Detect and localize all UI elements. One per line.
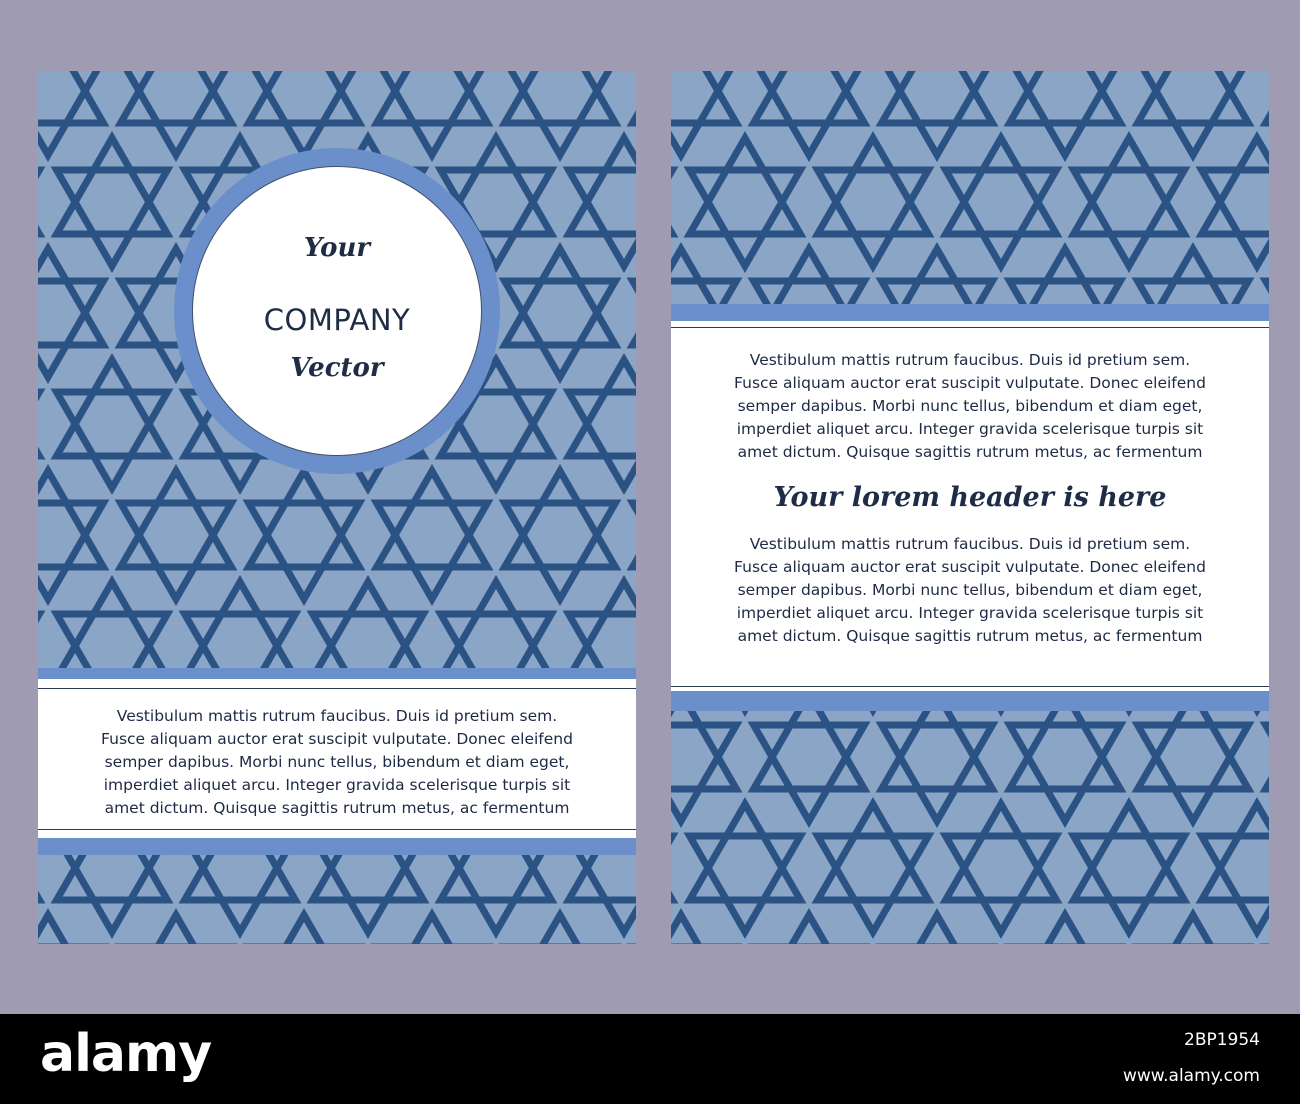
- pattern-triangle: [882, 71, 993, 155]
- pattern-triangle: [671, 170, 672, 266]
- pattern-triangle: [818, 138, 929, 234]
- paragraph-line: semper dapibus. Morbi nunc tellus, bibendum et diam eget,: [737, 581, 1203, 599]
- accent-band-top: [671, 304, 1269, 321]
- pattern-triangle: [1074, 138, 1185, 234]
- site-url: www.alamy.com: [1122, 1066, 1260, 1086]
- emblem-line-vector: Vector: [290, 353, 384, 383]
- pattern-triangle: [946, 836, 1057, 932]
- pattern-triangle: [1138, 71, 1249, 123]
- pattern-triangle: [946, 138, 1057, 234]
- pattern-triangle: [38, 582, 39, 678]
- emblem-circle: [192, 166, 482, 456]
- pattern-triangle: [38, 170, 39, 266]
- pattern-triangle: [1010, 71, 1121, 155]
- pattern-triangle: [946, 804, 1057, 900]
- pattern-triangle: [633, 281, 636, 377]
- pattern-triangle: [633, 503, 636, 599]
- pattern-triangle: [121, 71, 232, 123]
- paragraph-line: Fusce aliquam auctor erat suscipit vulputate. Donec eleifend: [734, 558, 1206, 576]
- pattern-triangle: [249, 471, 360, 567]
- divider-line: [671, 686, 1269, 687]
- pattern-triangle: [1138, 915, 1249, 944]
- pattern-triangle: [249, 71, 360, 155]
- pattern-triangle: [505, 503, 616, 599]
- emblem-line-your: Your: [303, 233, 371, 263]
- pattern-triangle: [690, 170, 801, 266]
- pattern-triangle: [671, 915, 736, 944]
- divider-line: [38, 688, 636, 689]
- pattern-triangle: [1138, 71, 1249, 155]
- pattern-triangle: [377, 71, 488, 123]
- pattern-triangle: [377, 503, 488, 599]
- divider-line: [38, 829, 636, 830]
- pattern-triangle: [690, 138, 801, 234]
- pattern-triangle: [57, 582, 168, 678]
- pattern-triangle: [249, 915, 360, 944]
- pattern-triangle: [671, 804, 672, 900]
- accent-band-top: [38, 668, 636, 679]
- paragraph-line: imperdiet aliquet arcu. Integer gravida scelerisque turpis sit: [736, 420, 1204, 438]
- paragraph-line: Vestibulum mattis rutrum faucibus. Duis id pretium sem.: [749, 351, 1191, 369]
- pattern-triangle: [1266, 71, 1269, 123]
- pattern-triangle: [505, 71, 616, 155]
- paragraph-line: imperdiet aliquet arcu. Integer gravida scelerisque turpis sit: [103, 776, 571, 794]
- pattern-triangle: [57, 138, 168, 234]
- pattern-triangle: [754, 725, 865, 821]
- paragraph-line: amet dictum. Quisque sagittis rutrum metus, ac fermentum: [737, 627, 1203, 645]
- pattern-triangle: [505, 281, 616, 377]
- pattern-triangle: [633, 71, 636, 123]
- pattern-triangle: [121, 503, 232, 599]
- paragraph-line: semper dapibus. Morbi nunc tellus, bibendum et diam eget,: [104, 753, 570, 771]
- pattern-triangle: [57, 392, 168, 488]
- pattern-triangle: [690, 836, 801, 932]
- body-paragraph: [38, 705, 636, 820]
- paragraph-line: Fusce aliquam auctor erat suscipit vulputate. Donec eleifend: [734, 374, 1206, 392]
- pattern-triangle: [818, 836, 929, 932]
- pattern-triangle: [1074, 804, 1185, 900]
- body-paragraph-2: [671, 533, 1269, 648]
- accent-band-bottom: [671, 691, 1269, 711]
- pattern-triangle: [690, 804, 801, 900]
- company-emblem: [174, 148, 500, 474]
- body-paragraph-1: [671, 349, 1269, 464]
- paragraph-line: Fusce aliquam auctor erat suscipit vulputate. Donec eleifend: [101, 730, 573, 748]
- pattern-triangle: [441, 582, 552, 678]
- pattern-triangle: [1010, 725, 1121, 821]
- pattern-triangle: [57, 360, 168, 456]
- image-id: 2BP1954: [1184, 1030, 1260, 1050]
- paragraph-line: Vestibulum mattis rutrum faucibus. Duis id pretium sem.: [749, 535, 1191, 553]
- paragraph-line: amet dictum. Quisque sagittis rutrum metus, ac fermentum: [737, 443, 1203, 461]
- paragraph-line: Vestibulum mattis rutrum faucibus. Duis id pretium sem.: [116, 707, 558, 725]
- pattern-triangle: [57, 170, 168, 266]
- pattern-triangle: [121, 471, 232, 567]
- pattern-triangle: [818, 804, 929, 900]
- pattern-triangle: [1010, 71, 1121, 123]
- pattern-triangle: [185, 582, 296, 678]
- pattern-triangle: [38, 392, 39, 488]
- divider-line: [671, 327, 1269, 328]
- alamy-logo: alamy: [40, 1024, 212, 1084]
- pattern-triangle: [38, 915, 103, 944]
- stock-footer: [0, 1014, 1300, 1104]
- pattern-triangle: [505, 249, 616, 345]
- brochure-front-page: [38, 71, 636, 944]
- pattern-triangle: [249, 503, 360, 599]
- pattern-triangle: [882, 915, 993, 944]
- pattern-triangle: [377, 471, 488, 567]
- pattern-triangle: [671, 138, 672, 234]
- pattern-triangle: [1266, 725, 1269, 821]
- pattern-triangle: [38, 138, 39, 234]
- pattern-triangle: [313, 582, 424, 678]
- pattern-triangle: [633, 249, 636, 345]
- pattern-triangle: [377, 71, 488, 155]
- pattern-triangle: [882, 725, 993, 821]
- brochure-back-page: [671, 71, 1269, 944]
- accent-band-bottom: [38, 838, 636, 855]
- paragraph-line: semper dapibus. Morbi nunc tellus, bibendum et diam eget,: [737, 397, 1203, 415]
- pattern-triangle: [121, 915, 232, 944]
- pattern-triangle: [946, 170, 1057, 266]
- pattern-triangle: [754, 71, 865, 155]
- text-panel: [671, 321, 1269, 691]
- pattern-triangle: [754, 71, 865, 123]
- pattern-triangle: [882, 71, 993, 123]
- pattern-triangle: [818, 170, 929, 266]
- pattern-triangle: [38, 360, 39, 456]
- pattern-triangle: [377, 915, 488, 944]
- pattern-triangle: [754, 915, 865, 944]
- paragraph-line: imperdiet aliquet arcu. Integer gravida scelerisque turpis sit: [736, 604, 1204, 622]
- pattern-triangle: [121, 71, 232, 155]
- pattern-triangle: [633, 471, 636, 567]
- paragraph-line: amet dictum. Quisque sagittis rutrum metus, ac fermentum: [104, 799, 570, 817]
- emblem-line-company: COMPANY: [263, 303, 411, 337]
- pattern-triangle: [505, 71, 616, 123]
- pattern-triangle: [1010, 915, 1121, 944]
- pattern-triangle: [249, 71, 360, 123]
- pattern-triangle: [671, 836, 672, 932]
- pattern-triangle: [1138, 725, 1249, 821]
- pattern-triangle: [505, 915, 616, 944]
- text-panel: [38, 679, 636, 838]
- pattern-triangle: [1074, 836, 1185, 932]
- section-header: Your lorem header is here: [773, 482, 1167, 513]
- pattern-triangle: [505, 471, 616, 567]
- pattern-triangle: [1074, 170, 1185, 266]
